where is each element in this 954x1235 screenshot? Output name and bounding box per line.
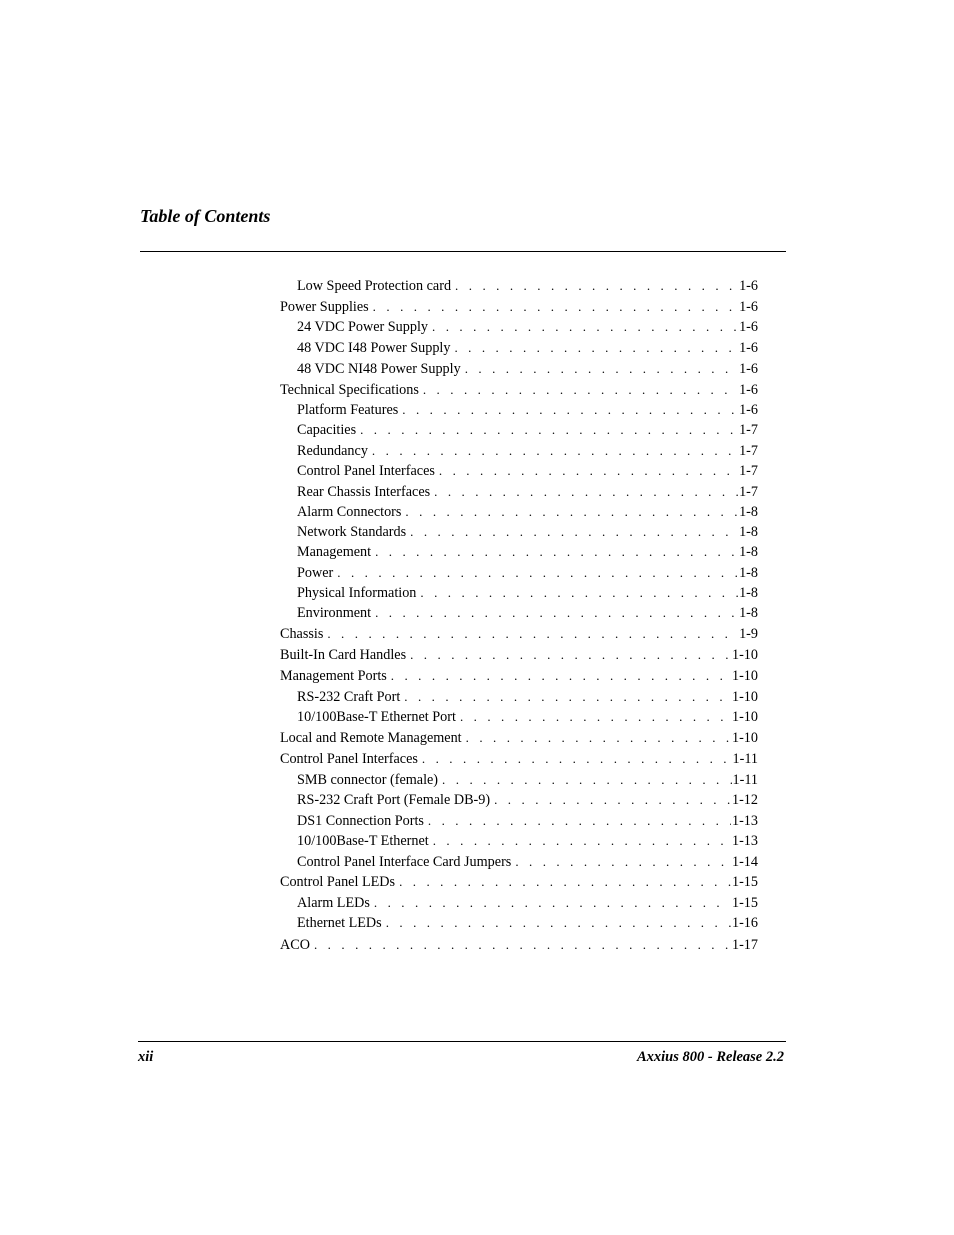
toc-entry[interactable] <box>280 461 758 481</box>
toc-dot-leader <box>428 811 731 831</box>
toc-entry-label: Management <box>297 544 372 560</box>
toc-entry-page: 1-6 <box>739 382 758 398</box>
toc-entry-page: 1-10 <box>731 647 758 663</box>
toc-dot-leader <box>391 666 731 686</box>
toc-entry-page: 1-8 <box>739 504 758 520</box>
toc-entry-page: 1-12 <box>731 792 758 808</box>
toc-entry-label: 10/100Base-T Ethernet <box>297 833 429 849</box>
toc-entry[interactable] <box>280 359 758 379</box>
toc-entry[interactable] <box>280 297 758 317</box>
toc-dot-leader <box>375 542 738 562</box>
page-title: Table of Contents <box>140 206 271 226</box>
toc-dot-leader <box>405 502 738 522</box>
toc-entry[interactable] <box>280 420 758 440</box>
toc-dot-leader <box>327 624 738 644</box>
toc-entry[interactable] <box>280 811 758 831</box>
toc-entry-label: ACO <box>280 937 310 953</box>
toc-entry-label: Platform Features <box>297 402 399 418</box>
toc-entry-label: 10/100Base-T Ethernet Port <box>297 709 456 725</box>
toc-entry-label: Physical Information <box>297 585 417 601</box>
footer-page-number: xii <box>138 1049 154 1065</box>
toc-entry[interactable] <box>280 749 758 769</box>
toc-entry-page: 1-7 <box>739 443 758 459</box>
toc-entry[interactable] <box>280 338 758 358</box>
toc-dot-leader <box>434 482 738 502</box>
toc-entry-label: Control Panel Interface Card Jumpers <box>297 854 512 870</box>
toc-entry-page: 1-14 <box>731 854 758 870</box>
toc-entry-label: Power Supplies <box>280 299 369 315</box>
toc-entry[interactable] <box>280 400 758 420</box>
toc-dot-leader <box>442 770 731 790</box>
toc-dot-leader <box>466 728 731 748</box>
toc-entry-label: Local and Remote Management <box>280 730 462 746</box>
toc-entry-label: Alarm LEDs <box>297 895 370 911</box>
toc-dot-leader <box>494 790 731 810</box>
toc-entry-label: Built-In Card Handles <box>280 647 407 663</box>
toc-entry[interactable] <box>280 893 758 913</box>
toc-entry-page: 1-10 <box>731 709 758 725</box>
toc-entry-page: 1-6 <box>739 402 758 418</box>
toc-entry[interactable] <box>280 603 758 623</box>
toc-entry-page: 1-6 <box>739 361 758 377</box>
toc-entry-label: Technical Specifications <box>280 382 419 398</box>
toc-entry[interactable] <box>280 482 758 502</box>
toc-entry-label: DS1 Connection Ports <box>297 813 424 829</box>
toc-dot-leader <box>375 603 738 623</box>
toc-dot-leader <box>460 707 731 727</box>
toc-dot-leader <box>404 687 731 707</box>
toc-entry-label: Alarm Connectors <box>297 504 402 520</box>
toc-entry[interactable] <box>280 707 758 727</box>
toc-entry-page: 1-8 <box>739 544 758 560</box>
toc-entry[interactable] <box>280 666 758 686</box>
toc-entry-page: 1-15 <box>731 895 758 911</box>
toc-entry-page: 1-10 <box>731 668 758 684</box>
toc-entry-page: 1-6 <box>739 340 758 356</box>
toc-dot-leader <box>439 461 738 481</box>
toc-entry-page: 1-7 <box>739 484 758 500</box>
toc-dot-leader <box>454 338 738 358</box>
toc-entry[interactable] <box>280 276 758 296</box>
toc-dot-leader <box>515 852 731 872</box>
toc-dot-leader <box>386 913 731 933</box>
toc-dot-leader <box>433 831 731 851</box>
toc-entry-page: 1-10 <box>731 689 758 705</box>
toc-entry-label: Environment <box>297 605 372 621</box>
toc-entry[interactable] <box>280 770 758 790</box>
toc-entry-label: Ethernet LEDs <box>297 915 382 931</box>
toc-entry[interactable] <box>280 831 758 851</box>
toc-dot-leader <box>374 893 731 913</box>
toc-dot-leader <box>432 317 738 337</box>
toc-entry-page: 1-6 <box>739 319 758 335</box>
toc-dot-leader <box>314 935 731 955</box>
toc-dot-leader <box>360 420 738 440</box>
toc-entry-label: Low Speed Protection card <box>297 278 452 294</box>
toc-dot-leader <box>423 380 738 400</box>
header-divider <box>140 251 786 252</box>
toc-entry-label: 48 VDC I48 Power Supply <box>297 340 451 356</box>
toc-dot-leader <box>420 583 738 603</box>
toc-entry[interactable] <box>280 624 758 644</box>
toc-dot-leader <box>410 645 731 665</box>
toc-entry-label: Redundancy <box>297 443 368 459</box>
toc-entry-page: 1-11 <box>732 751 758 767</box>
toc-entry-page: 1-7 <box>739 463 758 479</box>
toc-entry-label: Network Standards <box>297 524 407 540</box>
toc-entry-page: 1-15 <box>731 874 758 890</box>
toc-entry[interactable] <box>280 563 758 583</box>
toc-entry-label: Management Ports <box>280 668 387 684</box>
toc-entry-page: 1-16 <box>731 915 758 931</box>
toc-entry[interactable] <box>280 913 758 933</box>
toc-entry[interactable] <box>280 441 758 461</box>
toc-entry-page: 1-13 <box>731 813 758 829</box>
toc-entry-label: RS-232 Craft Port <box>297 689 401 705</box>
footer-divider <box>138 1041 786 1042</box>
toc-entry-page: 1-10 <box>731 730 758 746</box>
footer-publication-title: Axxius 800 - Release 2.2 <box>636 1049 784 1065</box>
toc-entry-label: Power <box>297 565 334 581</box>
toc-dot-leader <box>402 400 738 420</box>
toc-entry-label: RS-232 Craft Port (Female DB-9) <box>297 792 491 808</box>
toc-entry-page: 1-8 <box>739 605 758 621</box>
toc-entry-page: 1-17 <box>731 937 758 953</box>
toc-entry-page: 1-13 <box>731 833 758 849</box>
toc-entry-page: 1-7 <box>739 422 758 438</box>
toc-entry[interactable] <box>280 790 758 810</box>
toc-entry-label: Control Panel Interfaces <box>297 463 435 479</box>
toc-dot-leader <box>455 276 738 296</box>
toc-entry[interactable] <box>280 502 758 522</box>
toc-entry-page: 1-6 <box>739 299 758 315</box>
toc-entry[interactable] <box>280 380 758 400</box>
toc-entry[interactable] <box>280 852 758 872</box>
toc-entry-page: 1-8 <box>739 565 758 581</box>
toc-entry-page: 1-9 <box>739 626 758 642</box>
toc-entry[interactable] <box>280 522 758 542</box>
toc-entry-page: 1-11 <box>732 772 758 788</box>
toc-entry[interactable] <box>280 687 758 707</box>
toc-entry-label: Control Panel Interfaces <box>280 751 418 767</box>
toc-entry[interactable] <box>280 583 758 603</box>
toc-entry[interactable] <box>280 542 758 562</box>
toc-dot-leader <box>373 297 738 317</box>
toc-entry-page: 1-6 <box>739 278 758 294</box>
toc-dot-leader <box>337 563 738 583</box>
toc-entry-label: Rear Chassis Interfaces <box>297 484 431 500</box>
toc-entry-page: 1-8 <box>739 585 758 601</box>
toc-dot-leader <box>410 522 738 542</box>
toc-dot-leader <box>399 872 731 892</box>
toc-entry-label: Capacities <box>297 422 357 438</box>
toc-entry-label: Chassis <box>280 626 324 642</box>
toc-entry-page: 1-8 <box>739 524 758 540</box>
toc-entry[interactable] <box>280 645 758 665</box>
toc-dot-leader <box>465 359 738 379</box>
toc-entry[interactable] <box>280 872 758 892</box>
toc-dot-leader <box>422 749 732 769</box>
toc-entry-label: SMB connector (female) <box>297 772 439 788</box>
toc-entry[interactable] <box>280 317 758 337</box>
toc-entry-label: 24 VDC Power Supply <box>297 319 428 335</box>
toc-entry[interactable] <box>280 935 758 955</box>
toc-entry[interactable] <box>280 728 758 748</box>
toc-entry-label: 48 VDC NI48 Power Supply <box>297 361 461 377</box>
toc-entry-label: Control Panel LEDs <box>280 874 396 890</box>
toc-dot-leader <box>372 441 738 461</box>
